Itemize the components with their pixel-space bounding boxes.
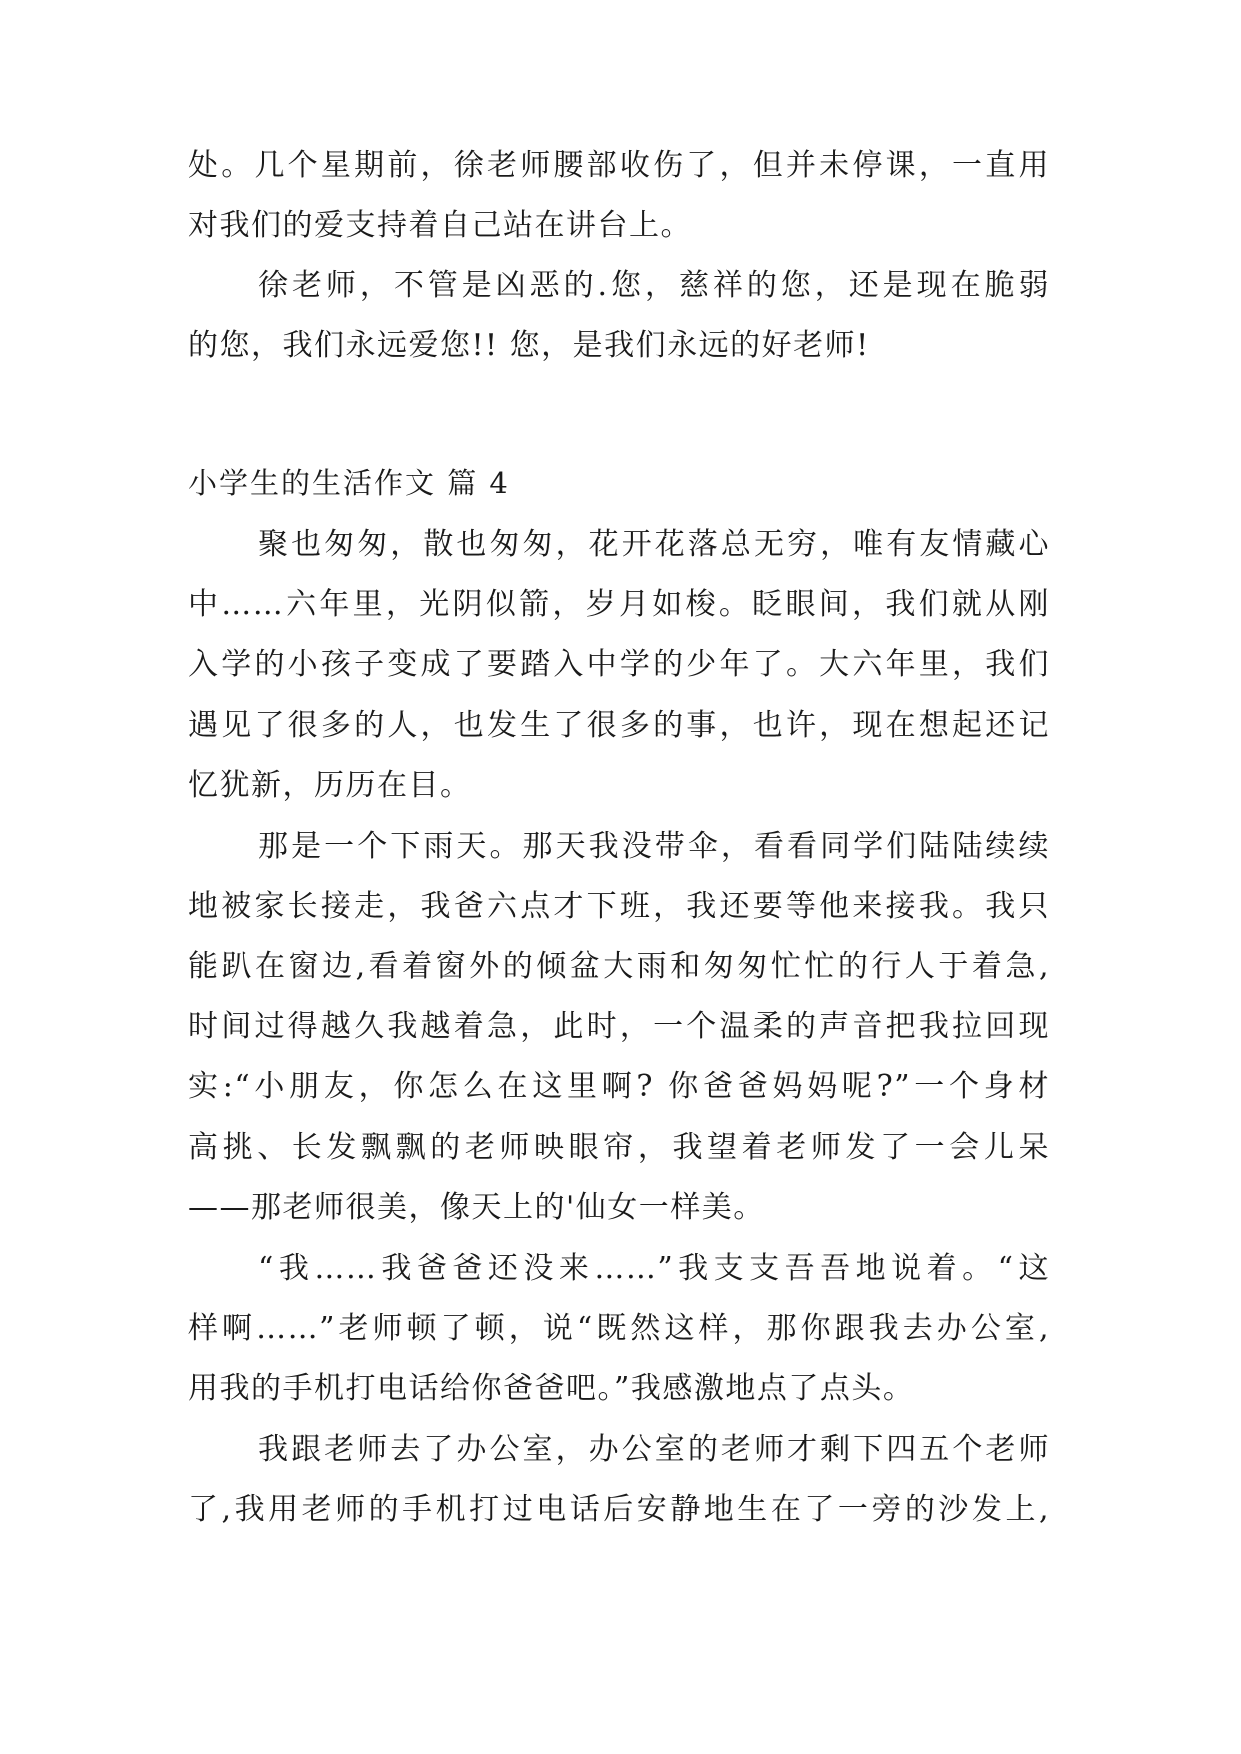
paragraph-line: 聚也匆匆，散也匆匆，花开花落总无穷，唯有友情藏心	[258, 527, 1050, 562]
paragraph-line: 实:“小朋友，你怎么在这里啊? 你爸爸妈妈呢?”一个身材	[188, 1069, 1050, 1104]
paragraph-line: 处。几个星期前，徐老师腰部收伤了，但并未停课，一直用	[188, 148, 1050, 183]
paragraph-line: “我……我爸爸还没来……”我支支吾吾地说着。“这	[258, 1251, 1050, 1286]
paragraph-line: 了,我用老师的手机打过电话后安静地生在了一旁的沙发上,	[188, 1492, 1050, 1527]
paragraph-line: 用我的手机打电话给你爸爸吧。”我感激地点了点头。	[188, 1371, 915, 1406]
essay-heading: 小学生的生活作文 篇 4	[188, 466, 510, 500]
paragraph-line: 入学的小孩子变成了要踏入中学的少年了。大六年里，我们	[188, 647, 1050, 682]
paragraph-line: 遇见了很多的人，也发生了很多的事，也许，现在想起还记	[188, 708, 1050, 743]
paragraph-line: 地被家长接走，我爸六点才下班，我还要等他来接我。我只	[188, 889, 1050, 924]
paragraph-line: 高挑、长发飘飘的老师映眼帘，我望着老师发了一会儿呆	[188, 1130, 1050, 1165]
paragraph-line: 我跟老师去了办公室，办公室的老师才剩下四五个老师	[258, 1432, 1050, 1467]
paragraph-line: 中……六年里，光阴似箭，岁月如梭。眨眼间，我们就从刚	[188, 587, 1050, 622]
paragraph-line: 能趴在窗边,看着窗外的倾盆大雨和匆匆忙忙的行人于着急,	[188, 949, 1050, 984]
paragraph-line: 对我们的爱支持着自己站在讲台上。	[188, 208, 692, 243]
paragraph-line: 样啊……”老师顿了顿，说“既然这样，那你跟我去办公室,	[188, 1311, 1050, 1346]
paragraph-line: 那是一个下雨天。那天我没带伞，看看同学们陆陆续续	[258, 829, 1050, 864]
paragraph-line: 的您，我们永远爱您!! 您，是我们永远的好老师!	[188, 328, 870, 363]
paragraph-line: 时间过得越久我越着急，此时，一个温柔的声音把我拉回现	[188, 1009, 1050, 1044]
paragraph-line: ——那老师很美，像天上的'仙女一样美。	[188, 1190, 765, 1225]
paragraph-line: 徐老师，不管是凶恶的.您，慈祥的您，还是现在脆弱	[258, 268, 1050, 303]
paragraph-line: 忆犹新，历历在目。	[188, 768, 472, 803]
